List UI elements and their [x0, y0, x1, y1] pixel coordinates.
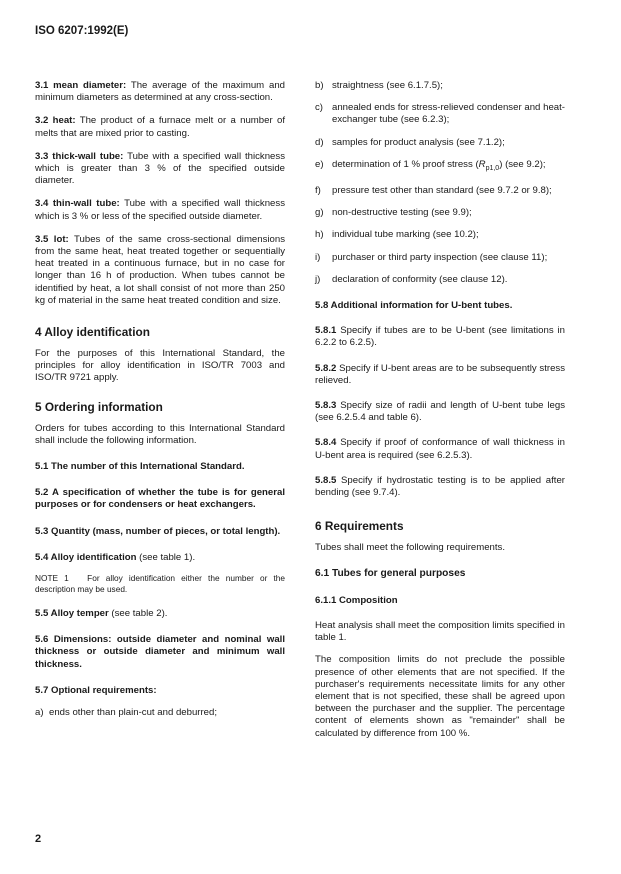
subsection-5-4: [35, 552, 285, 564]
section-5-heading: 5 Ordering information: [35, 399, 163, 414]
left-column: [35, 80, 285, 719]
note-1: [35, 573, 285, 594]
subsection-6-1: 6.1 Tubes for general purposes: [315, 568, 466, 580]
list-item-i: [315, 252, 565, 264]
definition-term: 3.5 lot:: [35, 233, 69, 245]
definition-3-2: [35, 115, 285, 139]
list-item-h: [315, 229, 565, 241]
subsection-title: 5.5 Alloy temper: [35, 608, 109, 620]
list-item-label: h): [315, 229, 324, 241]
list-item-text: ends other than plain-cut and deburred;: [49, 707, 218, 719]
list-item-text: pressure test other than standard (see 9.7.2 or 9.8);: [332, 184, 552, 196]
subsection-text: (see table 1).: [136, 551, 196, 563]
definition-text: The average of the maximum and minimum diameters as determined at any cross-section.: [35, 80, 285, 104]
subsection-5-2: 5.2 A specification of whether the tube is for general purposes or for condensers or heat exchangers.: [35, 487, 285, 511]
text-after: ) (see 9.2);: [499, 158, 546, 170]
definition-3-4: [35, 198, 285, 222]
note-text: For alloy identification either the number or the description may be used.: [35, 573, 285, 594]
section-5-text: Orders for tubes according to this International Standard shall include the following information.: [35, 422, 285, 446]
list-item-d: [315, 137, 565, 149]
right-column: [315, 80, 565, 740]
list-item-text: purchaser or third party inspection (see clause 11);: [332, 251, 548, 263]
list-item-text: [332, 159, 565, 175]
list-item-text: straightness (see 6.1.7.5);: [332, 80, 443, 91]
list-item-j: [315, 274, 565, 286]
document-header: ISO 6207:1992(E): [35, 25, 129, 37]
subsection-5-1: 5.1 The number of this International Standard.: [35, 461, 245, 473]
subsection-5-6: 5.6 Dimensions: outside diameter and nominal wall thickness or outside diameter and minimum wall thickness.: [35, 634, 285, 670]
definition-text: The product of a furnace melt or a number of melts that are mixed prior to casting.: [35, 115, 285, 139]
list-item-b: [315, 80, 565, 92]
list-item-e: [315, 159, 565, 175]
page-number: 2: [35, 833, 42, 845]
paragraph-other-elements: The composition limits do not preclude the possible presence of other elements that are not specified. If the purchaser's requirements necessitate limits for any other element that is not specified, these shall be agreed upon between the purchaser and the supplier. The percentage content of elements shown as "remainder" shall be calculated by difference from 100 %.: [315, 654, 565, 739]
section-6-heading: 6 Requirements: [315, 519, 404, 534]
definition-term: 3.2 heat:: [35, 115, 76, 127]
subsection-5-8-2: [315, 363, 565, 387]
definition-term: 3.4 thin-wall tube:: [35, 198, 120, 210]
list-item-text: non-destructive testing (see 9.9);: [332, 207, 472, 219]
subsection-5-3: 5.3 Quantity (mass, number of pieces, or total length).: [35, 525, 281, 537]
list-item-text: samples for product analysis (see 7.1.2);: [332, 136, 505, 148]
subsection-number: 5.8.4: [315, 437, 337, 449]
subsection-text: Specify size of radii and length of U-bent tube legs (see 6.2.5.4 and table 6).: [315, 399, 565, 424]
subsection-5-7: 5.7 Optional requirements:: [35, 684, 157, 696]
definition-3-5: [35, 234, 285, 307]
subsection-number: 5.8.1: [315, 325, 337, 337]
list-item-text: annealed ends for stress-relieved condenser and heat-exchanger tube (see 6.2.3);: [332, 102, 565, 126]
subsection-text: Specify if hydrostatic testing is to be applied after bending (see 9.7.4).: [315, 474, 565, 498]
definition-term: 3.1 mean diameter:: [35, 80, 127, 91]
definition-text: Tube with a specified wall thickness which is greater than 3 % of the specified outside diameter.: [35, 150, 285, 187]
list-item-label: j): [315, 273, 321, 285]
note-label: NOTE 1: [35, 573, 69, 584]
subsection-text: Specify if proof of conformance of wall thickness in U-bent area is required (see 6.2.5.3).: [315, 437, 565, 461]
subsection-number: 5.8.5: [315, 474, 337, 486]
list-item-label: i): [315, 251, 321, 263]
subsection-text: Specify if U-bent areas are to be subsequently stress relieved.: [315, 362, 565, 386]
list-item-label: c): [315, 102, 323, 114]
list-item-f: [315, 185, 565, 197]
proof-stress-symbol: R: [478, 158, 486, 170]
list-item-text: individual tube marking (see 10.2);: [332, 229, 479, 241]
subsection-text: (see table 2).: [108, 608, 168, 620]
subsection-text: Specify if tubes are to be U-bent (see limitations in 6.2.2 to 6.2.5).: [315, 325, 565, 349]
subsection-5-8-3: [315, 400, 565, 424]
definition-text: Tubes of the same cross-sectional dimensions from the same heat, heat treated together or sequentially heat treated in a continuous furnace, but in no case for longer than 16 h of production. When tubes cannot be identified by heat, a lot shall consist of not more than 250 kg of material in the same heat treated condition and size.: [35, 233, 285, 306]
list-item-label: d): [315, 136, 324, 148]
subsection-title: 5.4 Alloy identification: [35, 551, 137, 563]
text-before: determination of 1 % proof stress (: [332, 158, 479, 170]
list-item-c: [315, 102, 565, 126]
paragraph-composition-limits: Heat analysis shall meet the composition limits specified in table 1.: [315, 619, 565, 644]
definition-term: 3.3 thick-wall tube:: [35, 150, 124, 162]
definition-3-1: [35, 80, 285, 104]
definition-3-3: [35, 151, 285, 188]
list-item-a: [35, 707, 285, 719]
subsection-5-8: 5.8 Additional information for U-bent tubes.: [315, 299, 513, 311]
list-item-label: g): [315, 207, 324, 219]
subsection-5-8-1: [315, 325, 565, 349]
subsection-5-8-5: [315, 475, 565, 499]
section-4-text: For the purposes of this International Standard, the principles for alloy identification in ISO/TR 7003 and ISO/TR 9721 apply.: [35, 348, 285, 384]
subsection-number: 5.8.3: [315, 399, 337, 411]
subsection-number: 5.8.2: [315, 362, 337, 374]
subsection-5-5: [35, 608, 285, 620]
proof-stress-subscript: p1,0: [485, 164, 500, 172]
definition-text: Tube with a specified wall thickness which is 3 % or less of the specified outside diameter.: [35, 198, 285, 222]
list-item-label: a): [35, 707, 44, 719]
list-item-label: f): [315, 184, 321, 196]
subsection-6-1-1: 6.1.1 Composition: [315, 594, 398, 606]
list-item-label: b): [315, 80, 324, 91]
section-4-heading: 4 Alloy identification: [35, 325, 150, 340]
section-6-text: Tubes shall meet the following requirements.: [315, 542, 506, 554]
subsection-5-8-4: [315, 437, 565, 461]
list-item-g: [315, 207, 565, 219]
list-item-label: e): [315, 158, 324, 170]
list-item-text: declaration of conformity (see clause 12).: [332, 273, 508, 285]
